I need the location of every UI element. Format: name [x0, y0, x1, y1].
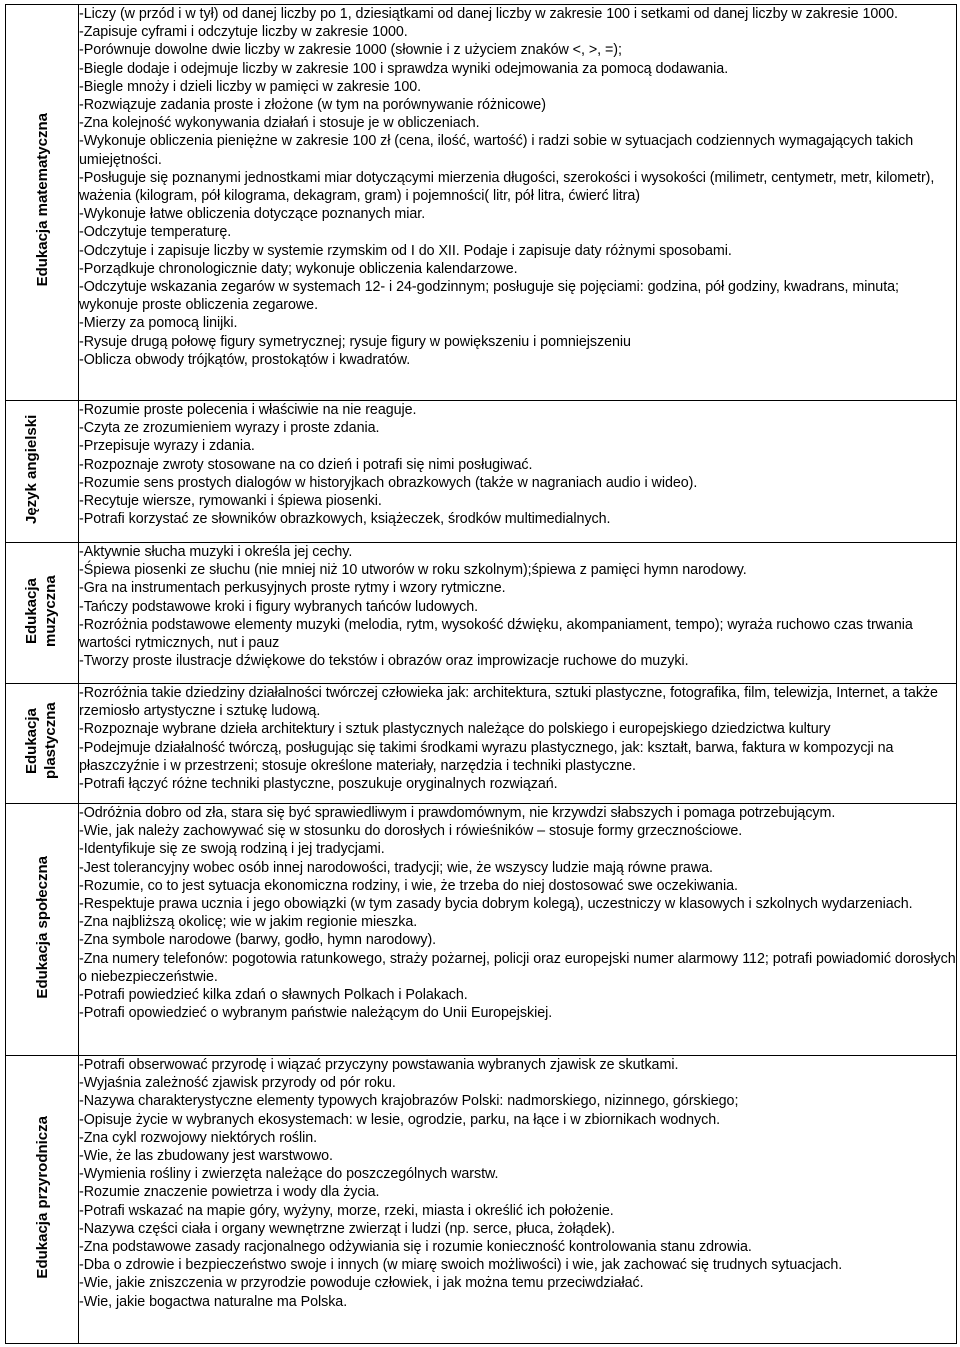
requirement-item: -Nazywa charakterystyczne elementy typowych krajobrazów Polski: nadmorskiego, nizinnego, górskiego; — [79, 1093, 739, 1110]
subject-label: Edukacja muzyczna — [23, 574, 59, 647]
requirement-item: -Wie, że las zbudowany jest warstwowo. — [79, 1148, 333, 1165]
requirement-item: -Zna numery telefonów: pogotowia ratunkowego, straży pożarnej, policji oraz europejski numer alarmowy 112; potrafi powiadomić dorosłych o niebezpieczeństwie. — [79, 950, 956, 985]
curriculum-table-body — [6, 5, 957, 1344]
requirement-item: -Odczytuje temperaturę. — [79, 224, 232, 241]
subject-label: Język angielski — [23, 414, 40, 524]
requirement-item: -Posługuje się poznanymi jednostkami miar dotyczącymi mierzenia długości, szerokości i wysokości (milimetr, centymetr, metr, kilometr), ważenia (kilogram, pół kilograma, dekagram, gram) i pojemności( litr, pół litra, ćwierć litra) — [79, 169, 935, 205]
requirement-item: -Zna symbole narodowe (barwy, godło, hymn narodowy). — [79, 932, 437, 949]
curriculum-table — [5, 4, 957, 1344]
requirement-item: -Tworzy proste ilustracje dźwiękowe do tekstów i obrazów oraz improwizacje ruchowe do muzyki. — [79, 653, 689, 670]
requirement-item: -Rysuje drugą połowę figury symetrycznej; rysuje figury w powiększeniu i pomniejszeniu — [79, 333, 631, 350]
requirement-item: -Biegle mnoży i dzieli liczby w pamięci w zakresie 100. — [79, 78, 422, 95]
subject-cell — [6, 684, 79, 804]
requirement-item: -Jest tolerancyjny wobec osób innej narodowości, tradycji; wie, że wszyscy ludzie mają równe prawa. — [79, 859, 713, 876]
requirement-item: -Podejmuje działalność twórczą, posługując się takimi środkami wyrazu plastycznego, jak: kształt, barwa, faktura w kompozycji na płaszczyźnie i w przestrzeni; stosuje określone materiały, narzędzia i techniki plastyczne. — [79, 739, 894, 774]
requirement-item: -Przepisuje wyrazy i zdania. — [79, 438, 255, 455]
requirement-item: -Wykonuje obliczenia pieniężne w zakresie 100 zł (cena, ilość, wartość) i radzi sobie w sytuacjach codziennych wymagających takich umiejętności. — [79, 133, 914, 168]
requirement-item: -Wyjaśnia zależność zjawisk przyrody od pór roku. — [79, 1075, 396, 1092]
requirement-item: -Recytuje wiersze, rymowanki i śpiewa piosenki. — [79, 493, 382, 510]
requirement-item: -Zapisuje cyframi i odczytuje liczby w zakresie 1000. — [79, 24, 408, 41]
requirement-item: -Potrafi łączyć różne techniki plastyczne, poszukuje oryginalnych rozwiązań. — [79, 776, 558, 793]
requirement-item: -Odróżnia dobro od zła, stara się być sprawiedliwym i prawdomównym, nie krzywdzi słabszych i pomaga potrzebującym. — [79, 805, 836, 821]
requirement-item: -Potrafi wskazać na mapie góry, wyżyny, morze, rzeki, miasta i określić ich położenie. — [79, 1202, 614, 1219]
requirement-item: -Rozumie proste polecenia i właściwie na nie reaguje. — [79, 402, 417, 418]
requirement-item: -Mierzy za pomocą linijki. — [79, 315, 238, 332]
requirement-item: -Wykonuje łatwe obliczenia dotyczące poznanych miar. — [79, 206, 426, 223]
section-row-social — [6, 804, 957, 1056]
requirement-item: -Wie, jakie zniszczenia w przyrodzie powoduje człowiek, i jak można temu przeciwdziałać. — [79, 1275, 644, 1292]
content-cell — [79, 401, 957, 543]
requirements-list — [79, 543, 956, 670]
requirement-item: -Rozpoznaje zwroty stosowane na co dzień i potrafi się nimi posługiwać. — [79, 456, 533, 473]
requirement-item: -Wie, jakie bogactwa naturalne ma Polska. — [79, 1293, 348, 1310]
requirement-item: -Odczytuje i zapisuje liczby w systemie rzymskim od I do XII. Podaje i zapisuje daty różnymi sposobami. — [79, 242, 732, 259]
requirement-item: -Rozumie, co to jest sytuacja ekonomiczna rodziny, i wie, że trzeba do niej dostosować swe oczekiwania. — [79, 877, 738, 894]
requirement-item: -Potrafi opowiedzieć o wybranym państwie należącym do Unii Europejskiej. — [79, 1005, 553, 1022]
requirement-item: -Rozwiązuje zadania proste i złożone (w tym na porównywanie różnicowe) — [79, 97, 546, 114]
content-cell — [79, 1056, 957, 1344]
requirement-item: -Wymienia rośliny i zwierzęta należące do poszczególnych warstw. — [79, 1166, 499, 1183]
content-cell — [79, 5, 957, 401]
requirement-item: -Aktywnie słucha muzyki i określa jej cechy. — [79, 544, 353, 560]
section-row-art — [6, 684, 957, 804]
content-cell — [79, 684, 957, 804]
requirement-item: -Rozpoznaje wybrane dzieła architektury i sztuk plastycznych należące do polskiego i europejskiego dziedzictwa kultury — [79, 721, 831, 738]
subject-cell — [6, 401, 79, 543]
requirement-item: -Potrafi obserwować przyrodę i wiązać przyczyny powstawania wybranych zjawisk ze skutkami. — [79, 1057, 679, 1073]
requirement-item: -Gra na instrumentach perkusyjnych proste rytmy i wzory rytmiczne. — [79, 580, 506, 597]
requirement-item: -Odczytuje wskazania zegarów w systemach 12- i 24-godzinnym; posługuje się pojęciami: godzina, pół godziny, kwadrans, minuta; wykonuje proste obliczenia zegarowe. — [79, 279, 899, 314]
requirement-item: -Opisuje życie w wybranych ekosystemach: w lesie, ogrodzie, parku, na łące i w zbiornikach wodnych. — [79, 1111, 721, 1128]
content-cell — [79, 543, 957, 684]
requirement-item: -Oblicza obwody trójkątów, prostokątów i kwadratów. — [79, 351, 411, 368]
requirement-item: -Rozumie sens prostych dialogów w historyjkach obrazkowych (także w nagraniach audio i wideo). — [79, 474, 698, 491]
subject-cell — [6, 5, 79, 401]
requirement-item: -Nazywa części ciała i organy wewnętrzne zwierząt i ludzi (np. serce, płuca, żołądek). — [79, 1220, 616, 1237]
requirement-item: -Potrafi korzystać ze słowników obrazkowych, książeczek, środków multimedialnych. — [79, 511, 611, 528]
requirement-item: -Identyfikuje się ze swoją rodziną i jej tradycjami. — [79, 841, 385, 858]
section-row-english — [6, 401, 957, 543]
requirement-item: -Czyta ze zrozumieniem wyrazy i proste zdania. — [79, 420, 380, 437]
requirement-item: -Porównuje dowolne dwie liczby w zakresie 1000 (słownie i z użyciem znaków <, >, =); — [79, 42, 622, 59]
requirement-item: -Zna kolejność wykonywania działań i stosuje je w obliczeniach. — [79, 115, 480, 132]
requirement-item: -Zna cykl rozwojowy niektórych roślin. — [79, 1129, 318, 1146]
requirement-item: -Rozróżnia takie dziedziny działalności twórczej człowieka jak: architektura, sztuki plastyczne, fotografika, film, telewizja, Internet, a także rzemiosło artystyczne i sztukę ludową. — [79, 685, 938, 720]
requirement-item: -Rozumie znaczenie powietrza i wody dla życia. — [79, 1184, 380, 1201]
requirements-list — [79, 401, 956, 528]
subject-label: Edukacja plastyczna — [23, 702, 59, 780]
requirement-item: -Respektuje prawa ucznia i jego obowiązki (w tym zasady bycia dobrym kolegą), uczestniczy w klasowych i szkolnych wydarzeniach. — [79, 896, 913, 913]
requirement-item: -Tańczy podstawowe kroki i figury wybranych tańców ludowych. — [79, 598, 479, 615]
subject-label: Edukacja matematyczna — [33, 113, 51, 287]
subject-label: Edukacja przyrodnicza — [33, 1115, 51, 1279]
requirement-item: -Porządkuje chronologicznie daty; wykonuje obliczenia kalendarzowe. — [79, 260, 518, 277]
requirement-item: -Liczy (w przód i w tył) od danej liczby po 1, dziesiątkami od danej liczby w zakresie 100 i setkami od danej liczby w zakresie 1000. — [79, 6, 898, 22]
subject-label: Edukacja społeczna — [33, 855, 51, 999]
requirements-list — [79, 684, 956, 793]
requirement-item: -Wie, jak należy zachowywać się w stosunku do dorosłych i rówieśników – stosuje formy grzecznościowe. — [79, 823, 743, 840]
requirement-item: -Dba o zdrowie i bezpieczeństwo swoje i innych (w miarę swoich możliwości) i wie, jak zachować się trudnych sytuacjach. — [79, 1257, 843, 1274]
content-cell — [79, 804, 957, 1056]
section-row-music — [6, 543, 957, 684]
section-row-nature — [6, 1056, 957, 1344]
subject-cell — [6, 543, 79, 684]
requirements-list — [79, 5, 956, 369]
requirements-list — [79, 804, 956, 1022]
requirement-item: -Zna najbliższą okolicę; wie w jakim regionie mieszka. — [79, 914, 418, 931]
requirement-item: -Biegle dodaje i odejmuje liczby w zakresie 100 i sprawdza wyniki odejmowania za pomocą dodawania. — [79, 60, 729, 77]
subject-cell — [6, 804, 79, 1056]
requirement-item: -Zna podstawowe zasady racjonalnego odżywiania się i rozumie konieczność kontrolowania stanu zdrowia. — [79, 1239, 752, 1256]
requirement-item: -Śpiewa piosenki ze słuchu (nie mniej niż 10 utworów w roku szkolnym);śpiewa z pamięci hymn narodowy. — [79, 562, 747, 579]
requirement-item: -Potrafi powiedzieć kilka zdań o sławnych Polkach i Polakach. — [79, 987, 468, 1004]
requirement-item: -Rozróżnia podstawowe elementy muzyki (melodia, rytm, wysokość dźwięku, akompaniament, tempo); wyraża ruchowo czas trwania wartości rytmicznych, nut i pauz — [79, 616, 913, 652]
subject-cell — [6, 1056, 79, 1344]
section-row-math — [6, 5, 957, 401]
requirements-list — [79, 1056, 956, 1311]
